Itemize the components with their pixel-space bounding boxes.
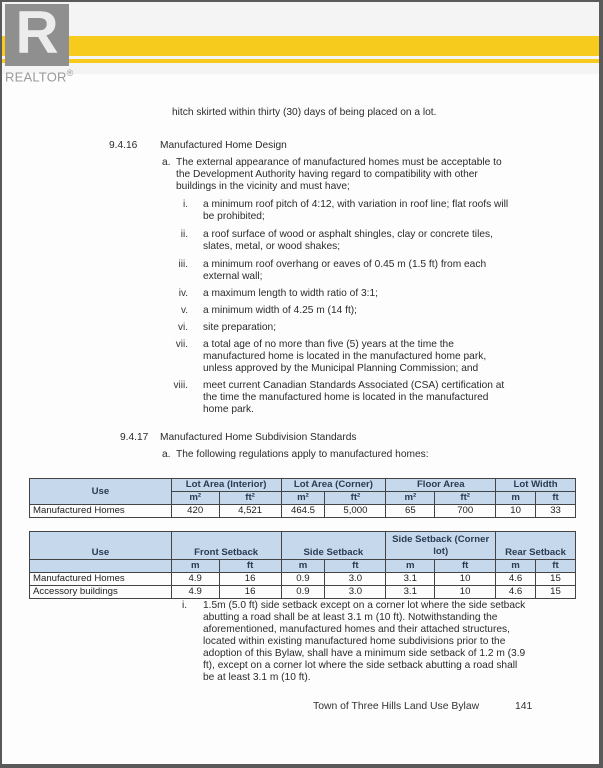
header-yellow-line: [2, 59, 599, 63]
item-number: vii.: [175, 339, 188, 350]
table-cell: 10: [435, 573, 496, 586]
table-header-rear-setback: Rear Setback: [496, 532, 576, 560]
table-cell: Accessory buildings: [30, 586, 172, 599]
item-number: i.: [183, 199, 188, 210]
table-header-front-setback: Front Setback: [171, 532, 281, 560]
unit-header: m: [171, 560, 219, 573]
table-cell: 16: [219, 586, 281, 599]
table-cell: 15: [536, 573, 576, 586]
realtor-logo-mark: R: [15, 0, 59, 66]
table-header-use: Use: [30, 479, 172, 505]
note-line: be at least 3.1 m (10 ft).: [203, 672, 311, 683]
realtor-logo-box: [5, 0, 69, 66]
item-number: iii.: [178, 259, 188, 270]
section-9416-a-line3: buildings in the vicinity and must have;: [176, 181, 350, 192]
table-header-lot-area-interior: Lot Area (Interior): [171, 479, 281, 492]
table-cell: 464.5: [281, 505, 325, 518]
unit-header: m²: [171, 492, 219, 505]
unit-header: m²: [281, 492, 325, 505]
item-line: site preparation;: [203, 322, 277, 333]
note-line: 1.5m (5.0 ft) side setback except on a corner lot where the side setback: [203, 600, 526, 611]
table-cell: Manufactured Homes: [30, 573, 172, 586]
unit-header: ft²: [325, 492, 386, 505]
table-cell: 3.1: [386, 573, 435, 586]
table-cell: 4,521: [219, 505, 281, 518]
note-line: abutting a road shall be at least 3.1 m (10 ft). Notwithstanding the: [203, 612, 498, 623]
table-row: [30, 573, 576, 586]
unit-header: m²: [386, 492, 435, 505]
item-line: be prohibited;: [203, 211, 265, 222]
table-header-use: Use: [30, 532, 172, 560]
table-cell: 10: [435, 586, 496, 599]
table-header-lot-area-corner: Lot Area (Corner): [281, 479, 386, 492]
section-9416-a-line2: the Development Authority having regard to compatibility with other: [176, 169, 478, 180]
table-cell: 15: [536, 586, 576, 599]
realtor-logo: [5, 0, 74, 85]
intro-line: hitch skirted within thirty (30) days of being placed on a lot.: [172, 107, 437, 118]
table-cell: 700: [435, 505, 496, 518]
table-header-side-setback: Side Setback: [281, 532, 386, 560]
item-line: slates, metal, or wood shakes;: [203, 241, 341, 252]
unit-header: ft²: [219, 492, 281, 505]
table-cell: 4.6: [496, 573, 536, 586]
item-line: a roof surface of wood or asphalt shingles, clay or concrete tiles,: [203, 229, 493, 240]
note-line: ft), except on a corner lot where the side setback abutting a road shall: [203, 660, 518, 671]
table-cell: 65: [386, 505, 435, 518]
header-yellow-bar: [2, 36, 599, 56]
item-line: a minimum roof pitch of 4:12, with variation in roof line; flat roofs will: [203, 199, 509, 210]
item-line: a minimum roof overhang or eaves of 0.45 m (1.5 ft) from each: [203, 259, 487, 270]
item-number: viii.: [173, 380, 188, 391]
document-page: [2, 2, 599, 764]
item-line: the time the manufactured home is located in the manufactured: [203, 392, 489, 403]
table-cell: 16: [219, 573, 281, 586]
item-line: external wall;: [203, 271, 263, 282]
note-line: adoption of this Bylaw, shall have a minimum side setback of 1.2 m (3.9: [203, 648, 526, 659]
unit-header: ft: [219, 560, 281, 573]
section-9417-a-label: a.: [162, 449, 171, 460]
table-cell: 33: [536, 505, 576, 518]
unit-header: m: [496, 560, 536, 573]
item-line: meet current Canadian Standards Associated (CSA) certification at: [203, 380, 505, 391]
item-number: iv.: [178, 288, 188, 299]
unit-header: m: [496, 492, 536, 505]
lot-area-table: [29, 478, 576, 518]
unit-header: m: [386, 560, 435, 573]
unit-header: ft: [536, 492, 576, 505]
note-line: located within existing manufactured home subdivisions prior to the: [203, 636, 506, 647]
unit-header-blank: [30, 560, 172, 573]
item-number: vi.: [178, 322, 188, 333]
table-cell: 420: [171, 505, 219, 518]
table-header-side-setback-corner: Side Setback (Corner lot): [386, 532, 496, 560]
note-line: aforementioned, manufactured homes and their attached structures,: [203, 624, 510, 635]
item-number: v.: [180, 305, 188, 316]
table-cell: 3.0: [325, 573, 386, 586]
table-cell: 5,000: [325, 505, 386, 518]
item-line: a minimum width of 4.25 m (14 ft);: [203, 305, 357, 316]
table-header-floor-area: Floor Area: [386, 479, 496, 492]
table-row: [30, 505, 576, 518]
table-cell: 4.9: [171, 573, 219, 586]
note-number: i.: [182, 600, 188, 611]
section-9417-a-text: The following regulations apply to manufactured homes:: [176, 449, 429, 460]
table-cell: 3.1: [386, 586, 435, 599]
table-row: [30, 586, 576, 599]
table-cell: 4.6: [496, 586, 536, 599]
section-9416-title: Manufactured Home Design: [160, 140, 287, 151]
unit-header: m: [281, 560, 325, 573]
unit-header: ft: [536, 560, 576, 573]
section-9416-a-label: a.: [162, 157, 171, 168]
section-9416-number: 9.4.16: [109, 140, 138, 151]
realtor-wordmark: REALTOR®: [5, 68, 74, 85]
table-cell: 10: [496, 505, 536, 518]
item-line: a total age of no more than five (5) years at the time the: [203, 339, 454, 350]
page-number: 141: [515, 701, 533, 712]
item-line: home park.: [203, 404, 254, 415]
section-9416-a-line1: The external appearance of manufactured homes must be acceptable to: [176, 157, 502, 168]
table-cell: 4.9: [171, 586, 219, 599]
unit-header: ft²: [435, 492, 496, 505]
section-9417-number: 9.4.17: [120, 432, 149, 443]
table-cell: 0.9: [281, 573, 325, 586]
setback-table: [29, 531, 576, 599]
item-line: a maximum length to width ratio of 3:1;: [203, 288, 378, 299]
table-cell: Manufactured Homes: [30, 505, 172, 518]
table-cell: 0.9: [281, 586, 325, 599]
footer-title: Town of Three Hills Land Use Bylaw: [313, 701, 480, 712]
item-line: manufactured home is located in the manufactured home park,: [203, 351, 487, 362]
table-header-lot-width: Lot Width: [496, 479, 576, 492]
table-cell: 3.0: [325, 586, 386, 599]
unit-header: ft: [435, 560, 496, 573]
item-line: unless approved by the Municipal Planning Commission; and: [203, 363, 479, 374]
section-9417-title: Manufactured Home Subdivision Standards: [160, 432, 357, 443]
item-number: ii.: [180, 229, 188, 240]
unit-header: ft: [325, 560, 386, 573]
